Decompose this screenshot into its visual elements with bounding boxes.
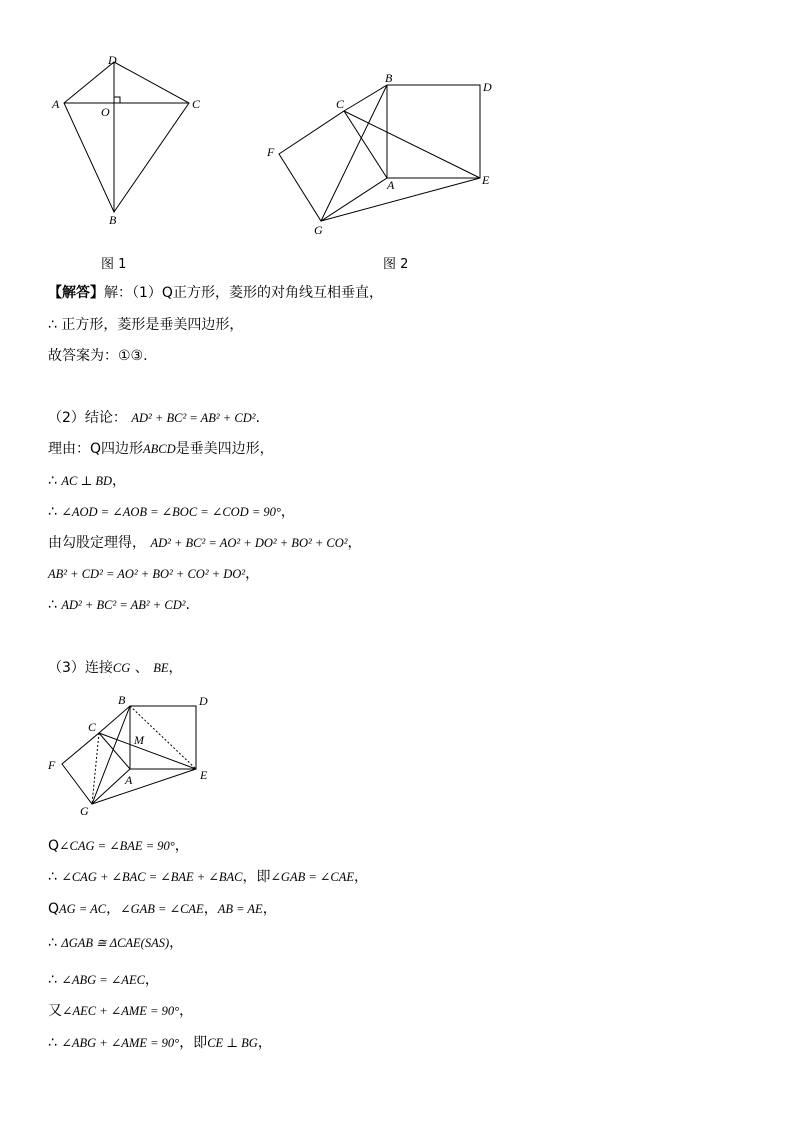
solution-part2-reason: 理由：Q四边形ABCD是垂美四边形， [48, 441, 274, 457]
solution-part2-conclusion: （2）结论： AD² + BC² = AB² + CD². [48, 410, 260, 426]
fig1-caption: 图 1 [101, 257, 127, 272]
fig3-segment-cg-dashed [92, 733, 99, 804]
solution-part3-line6: ∴ ∠ABG = ∠AEC， [48, 972, 159, 988]
fig1-label-c: C [192, 97, 201, 111]
fig3-label-c: C [88, 720, 97, 734]
fig3-label-b: B [118, 693, 126, 707]
fig2-label-g: G [314, 223, 323, 237]
fig2-square-acfg [279, 111, 387, 221]
fig3-segment-bg [92, 706, 130, 804]
fig1-label-a: A [52, 97, 60, 111]
solution-part3-line7: 又∠AEC + ∠AME = 90°， [48, 1003, 194, 1019]
solution-tag: 【解答】 [48, 285, 104, 301]
fig2-segment-ce [344, 111, 480, 178]
solution-part2-line3: ∴ AC ⊥ BD， [48, 473, 127, 489]
figure-3 [40, 688, 230, 828]
solution-part3-line2: Q∠CAG = ∠BAE = 90°， [48, 838, 189, 854]
fig2-square-abde [387, 85, 480, 178]
solution-part2-line7: ∴ AD² + BC² = AB² + CD². [48, 597, 190, 613]
fig1-kite-outline [64, 62, 189, 212]
solution-part1-line1: 【解答】解：（1）Q正方形，菱形的对角线互相垂直， [48, 285, 383, 301]
solution-part3-line5: ∴ ΔGAB ≅ ΔCAE(SAS)， [48, 935, 184, 951]
fig3-segment-ce [99, 733, 196, 769]
solution-part2-line4: ∴ ∠AOD = ∠AOB = ∠BOC = ∠COD = 90°， [48, 504, 295, 520]
fig3-segment-bc [99, 706, 130, 733]
fig3-label-g: G [80, 804, 89, 818]
fig2-label-b: B [385, 71, 393, 85]
fig3-label-e: E [200, 768, 208, 782]
fig3-label-m: M [134, 733, 144, 747]
fig3-label-f: F [48, 758, 56, 772]
fig1-label-b: B [109, 213, 117, 227]
fig2-label-c: C [336, 97, 345, 111]
fig1-right-angle-mark [114, 97, 120, 103]
fig2-caption: 图 2 [383, 257, 409, 272]
figure-1 [40, 50, 220, 240]
solution-part3-line1: （3）连接CG 、 BE， [48, 660, 183, 676]
fig2-label-d: D [483, 80, 492, 94]
fig3-label-a: A [125, 773, 133, 787]
solution-part2-line5: 由勾股定理得， AD² + BC² = AO² + DO² + BO² + CO²， [48, 535, 362, 551]
fig3-label-d: D [199, 694, 208, 708]
solution-part3-line3: ∴ ∠CAG + ∠BAC = ∠BAE + ∠BAC，即∠GAB = ∠CAE， [48, 869, 368, 885]
fig2-segment-ge [321, 178, 480, 221]
fig3-segment-ge [92, 769, 196, 804]
fig2-label-f: F [267, 145, 275, 159]
solution-part3-line8: ∴ ∠ABG + ∠AME = 90°，即CE ⊥ BG， [48, 1035, 272, 1051]
solution-part2-line6: AB² + CD² = AO² + BO² + CO² + DO²， [48, 566, 260, 582]
solution-part1-line2: ∴ 正方形，菱形是垂美四边形， [48, 317, 244, 333]
solution-part3-line4: QAG = AC，∠GAB = ∠CAE，AB = AE， [48, 901, 277, 917]
fig1-label-d: D [108, 53, 117, 67]
fig2-label-e: E [482, 173, 490, 187]
solution-part1-line3: 故答案为：①③. [48, 348, 148, 364]
figure-2 [260, 66, 510, 246]
fig2-label-a: A [387, 178, 395, 192]
fig1-label-o: O [101, 105, 110, 119]
